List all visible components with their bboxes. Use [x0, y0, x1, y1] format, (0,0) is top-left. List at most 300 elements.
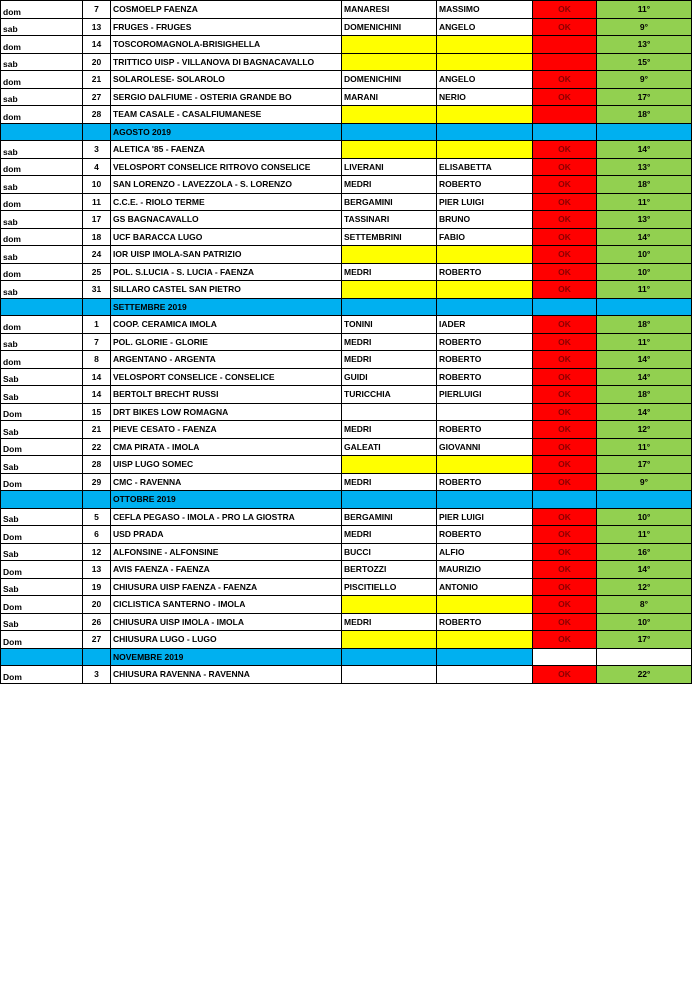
- day-cell: dom: [1, 351, 83, 369]
- event-name-cell: CHIUSURA RAVENNA - RAVENNA: [111, 666, 342, 684]
- date-cell: 7: [83, 333, 111, 351]
- date-cell: 24: [83, 246, 111, 264]
- firstname-cell: ROBERTO: [437, 351, 533, 369]
- event-name-cell: SAN LORENZO - LAVEZZOLA - S. LORENZO: [111, 176, 342, 194]
- temperature-cell: 14°: [597, 228, 692, 246]
- event-name-cell: ALFONSINE - ALFONSINE: [111, 543, 342, 561]
- firstname-cell: [437, 106, 533, 124]
- temperature-cell: 18°: [597, 176, 692, 194]
- event-name-cell: CMC - RAVENNA: [111, 473, 342, 491]
- month-blank-cell: [1, 648, 83, 666]
- temperature-cell: 13°: [597, 211, 692, 229]
- date-cell: 7: [83, 1, 111, 19]
- event-name-cell: COOP. CERAMICA IMOLA: [111, 316, 342, 334]
- month-blank-cell: [342, 491, 437, 509]
- surname-cell: BUCCI: [342, 543, 437, 561]
- date-cell: 17: [83, 211, 111, 229]
- status-cell: OK: [533, 438, 597, 456]
- firstname-cell: [437, 281, 533, 299]
- status-cell: OK: [533, 543, 597, 561]
- date-cell: 3: [83, 666, 111, 684]
- table-row: [1, 473, 692, 491]
- event-name-cell: POL. S.LUCIA - S. LUCIA - FAENZA: [111, 263, 342, 281]
- day-cell: Sab: [1, 456, 83, 474]
- firstname-cell: ROBERTO: [437, 368, 533, 386]
- surname-cell: MEDRI: [342, 176, 437, 194]
- status-cell: OK: [533, 368, 597, 386]
- month-blank-cell: [437, 298, 533, 316]
- surname-cell: MEDRI: [342, 333, 437, 351]
- surname-cell: MEDRI: [342, 421, 437, 439]
- event-name-cell: ARGENTANO - ARGENTA: [111, 351, 342, 369]
- firstname-cell: BRUNO: [437, 211, 533, 229]
- status-cell: OK: [533, 193, 597, 211]
- status-cell: OK: [533, 578, 597, 596]
- status-cell: OK: [533, 281, 597, 299]
- temperature-cell: 14°: [597, 351, 692, 369]
- status-cell: OK: [533, 666, 597, 684]
- status-cell: OK: [533, 508, 597, 526]
- temperature-cell: 10°: [597, 613, 692, 631]
- firstname-cell: ELISABETTA: [437, 158, 533, 176]
- firstname-cell: ANTONIO: [437, 578, 533, 596]
- day-cell: dom: [1, 106, 83, 124]
- month-blank-cell: [342, 123, 437, 141]
- day-cell: sab: [1, 333, 83, 351]
- surname-cell: [342, 456, 437, 474]
- firstname-cell: ROBERTO: [437, 526, 533, 544]
- temperature-cell: 17°: [597, 88, 692, 106]
- date-cell: 20: [83, 53, 111, 71]
- status-cell: OK: [533, 473, 597, 491]
- month-blank-cell: [83, 648, 111, 666]
- day-cell: Dom: [1, 473, 83, 491]
- month-name: SETTEMBRE 2019: [111, 298, 342, 316]
- temperature-cell: 18°: [597, 106, 692, 124]
- date-cell: 27: [83, 88, 111, 106]
- temperature-cell: 11°: [597, 333, 692, 351]
- firstname-cell: PIERLUIGI: [437, 386, 533, 404]
- day-cell: Sab: [1, 368, 83, 386]
- event-name-cell: UISP LUGO SOMEC: [111, 456, 342, 474]
- status-cell: OK: [533, 561, 597, 579]
- table-body: [1, 1, 692, 684]
- month-blank-cell: [437, 123, 533, 141]
- firstname-cell: [437, 666, 533, 684]
- date-cell: 13: [83, 18, 111, 36]
- surname-cell: DOMENICHINI: [342, 71, 437, 89]
- temperature-cell: 18°: [597, 386, 692, 404]
- surname-cell: [342, 631, 437, 649]
- firstname-cell: PIER LUIGI: [437, 508, 533, 526]
- temperature-cell: 14°: [597, 368, 692, 386]
- surname-cell: [342, 596, 437, 614]
- day-cell: Dom: [1, 666, 83, 684]
- day-cell: sab: [1, 211, 83, 229]
- day-cell: Dom: [1, 438, 83, 456]
- day-cell: Dom: [1, 631, 83, 649]
- date-cell: 5: [83, 508, 111, 526]
- day-cell: Dom: [1, 526, 83, 544]
- firstname-cell: ROBERTO: [437, 333, 533, 351]
- date-cell: 6: [83, 526, 111, 544]
- firstname-cell: [437, 596, 533, 614]
- status-cell: OK: [533, 526, 597, 544]
- event-name-cell: CMA PIRATA - IMOLA: [111, 438, 342, 456]
- surname-cell: LIVERANI: [342, 158, 437, 176]
- month-header-row: [1, 648, 692, 666]
- event-name-cell: CHIUSURA UISP IMOLA - IMOLA: [111, 613, 342, 631]
- table-row: [1, 351, 692, 369]
- status-cell: OK: [533, 176, 597, 194]
- date-cell: 14: [83, 36, 111, 54]
- month-header-row: [1, 123, 692, 141]
- firstname-cell: ANGELO: [437, 71, 533, 89]
- table-row: [1, 421, 692, 439]
- table-row: [1, 456, 692, 474]
- firstname-cell: FABIO: [437, 228, 533, 246]
- table-row: [1, 316, 692, 334]
- table-row: [1, 141, 692, 159]
- day-cell: dom: [1, 316, 83, 334]
- status-cell: OK: [533, 158, 597, 176]
- table-row: [1, 578, 692, 596]
- event-name-cell: IOR UISP IMOLA-SAN PATRIZIO: [111, 246, 342, 264]
- event-name-cell: CICLISTICA SANTERNO - IMOLA: [111, 596, 342, 614]
- date-cell: 28: [83, 456, 111, 474]
- date-cell: 29: [83, 473, 111, 491]
- date-cell: 14: [83, 386, 111, 404]
- surname-cell: [342, 106, 437, 124]
- status-cell: OK: [533, 228, 597, 246]
- month-blank-cell: [342, 298, 437, 316]
- event-name-cell: TEAM CASALE - CASALFIUMANESE: [111, 106, 342, 124]
- event-name-cell: POL. GLORIE - GLORIE: [111, 333, 342, 351]
- temperature-cell: 11°: [597, 438, 692, 456]
- event-name-cell: SOLAROLESE- SOLAROLO: [111, 71, 342, 89]
- surname-cell: MEDRI: [342, 526, 437, 544]
- table-row: [1, 281, 692, 299]
- table-row: [1, 88, 692, 106]
- day-cell: dom: [1, 71, 83, 89]
- table-row: [1, 1, 692, 19]
- date-cell: 1: [83, 316, 111, 334]
- surname-cell: [342, 36, 437, 54]
- month-blank-cell: [597, 123, 692, 141]
- month-blank-cell: [83, 491, 111, 509]
- temperature-cell: 10°: [597, 263, 692, 281]
- firstname-cell: PIER LUIGI: [437, 193, 533, 211]
- day-cell: dom: [1, 1, 83, 19]
- date-cell: 4: [83, 158, 111, 176]
- firstname-cell: MASSIMO: [437, 1, 533, 19]
- day-cell: dom: [1, 228, 83, 246]
- table-row: [1, 438, 692, 456]
- status-cell: OK: [533, 211, 597, 229]
- status-cell: [533, 53, 597, 71]
- date-cell: 10: [83, 176, 111, 194]
- table-row: [1, 543, 692, 561]
- surname-cell: [342, 281, 437, 299]
- date-cell: 13: [83, 561, 111, 579]
- table-row: [1, 71, 692, 89]
- table-row: [1, 526, 692, 544]
- table-row: [1, 246, 692, 264]
- temperature-cell: 15°: [597, 53, 692, 71]
- temperature-cell: 16°: [597, 543, 692, 561]
- status-cell: OK: [533, 1, 597, 19]
- firstname-cell: ROBERTO: [437, 263, 533, 281]
- month-blank-cell: [1, 491, 83, 509]
- table-row: [1, 263, 692, 281]
- firstname-cell: ANGELO: [437, 18, 533, 36]
- firstname-cell: MAURIZIO: [437, 561, 533, 579]
- event-name-cell: VELOSPORT CONSELICE RITROVO CONSELICE: [111, 158, 342, 176]
- date-cell: 20: [83, 596, 111, 614]
- day-cell: Sab: [1, 578, 83, 596]
- firstname-cell: ROBERTO: [437, 176, 533, 194]
- date-cell: 18: [83, 228, 111, 246]
- temperature-cell: 14°: [597, 403, 692, 421]
- temperature-cell: 12°: [597, 421, 692, 439]
- status-cell: OK: [533, 596, 597, 614]
- event-name-cell: PIEVE CESATO - FAENZA: [111, 421, 342, 439]
- date-cell: 21: [83, 421, 111, 439]
- temperature-cell: 11°: [597, 1, 692, 19]
- day-cell: dom: [1, 158, 83, 176]
- status-cell: OK: [533, 263, 597, 281]
- table-row: [1, 666, 692, 684]
- firstname-cell: ROBERTO: [437, 473, 533, 491]
- status-cell: OK: [533, 246, 597, 264]
- surname-cell: SETTEMBRINI: [342, 228, 437, 246]
- table-row: [1, 18, 692, 36]
- firstname-cell: [437, 456, 533, 474]
- day-cell: Sab: [1, 421, 83, 439]
- surname-cell: TURICCHIA: [342, 386, 437, 404]
- event-name-cell: DRT BIKES LOW ROMAGNA: [111, 403, 342, 421]
- status-cell: OK: [533, 386, 597, 404]
- status-cell: OK: [533, 141, 597, 159]
- day-cell: Dom: [1, 561, 83, 579]
- surname-cell: [342, 403, 437, 421]
- status-cell: OK: [533, 351, 597, 369]
- temperature-cell: 22°: [597, 666, 692, 684]
- firstname-cell: GIOVANNI: [437, 438, 533, 456]
- status-cell: [533, 36, 597, 54]
- day-cell: sab: [1, 53, 83, 71]
- table-row: [1, 613, 692, 631]
- table-row: [1, 53, 692, 71]
- month-name: NOVEMBRE 2019: [111, 648, 342, 666]
- month-name: OTTOBRE 2019: [111, 491, 342, 509]
- firstname-cell: [437, 631, 533, 649]
- table-row: [1, 631, 692, 649]
- surname-cell: GUIDI: [342, 368, 437, 386]
- month-blank-cell: [533, 298, 597, 316]
- surname-cell: MEDRI: [342, 263, 437, 281]
- month-blank-cell: [533, 123, 597, 141]
- table-row: [1, 176, 692, 194]
- status-cell: OK: [533, 456, 597, 474]
- event-name-cell: C.C.E. - RIOLO TERME: [111, 193, 342, 211]
- temperature-cell: 14°: [597, 561, 692, 579]
- event-name-cell: AVIS FAENZA - FAENZA: [111, 561, 342, 579]
- month-blank-cell: [437, 491, 533, 509]
- temperature-cell: 13°: [597, 158, 692, 176]
- firstname-cell: [437, 403, 533, 421]
- temperature-cell: 17°: [597, 631, 692, 649]
- event-name-cell: CHIUSURA LUGO - LUGO: [111, 631, 342, 649]
- surname-cell: MEDRI: [342, 613, 437, 631]
- month-name: AGOSTO 2019: [111, 123, 342, 141]
- surname-cell: GALEATI: [342, 438, 437, 456]
- table-row: [1, 106, 692, 124]
- month-blank-cell: [83, 298, 111, 316]
- month-header-row: [1, 298, 692, 316]
- temperature-cell: 18°: [597, 316, 692, 334]
- status-cell: [533, 106, 597, 124]
- temperature-cell: 9°: [597, 473, 692, 491]
- day-cell: Dom: [1, 403, 83, 421]
- surname-cell: [342, 53, 437, 71]
- firstname-cell: [437, 53, 533, 71]
- day-cell: Sab: [1, 508, 83, 526]
- surname-cell: [342, 246, 437, 264]
- day-cell: sab: [1, 18, 83, 36]
- month-blank-cell: [1, 123, 83, 141]
- temperature-cell: 17°: [597, 456, 692, 474]
- date-cell: 22: [83, 438, 111, 456]
- date-cell: 31: [83, 281, 111, 299]
- day-cell: dom: [1, 193, 83, 211]
- temperature-cell: 10°: [597, 246, 692, 264]
- firstname-cell: IADER: [437, 316, 533, 334]
- status-cell: OK: [533, 71, 597, 89]
- day-cell: Sab: [1, 613, 83, 631]
- date-cell: 28: [83, 106, 111, 124]
- status-cell: OK: [533, 613, 597, 631]
- firstname-cell: NERIO: [437, 88, 533, 106]
- firstname-cell: ALFIO: [437, 543, 533, 561]
- day-cell: dom: [1, 36, 83, 54]
- temperature-cell: 10°: [597, 508, 692, 526]
- table-row: [1, 561, 692, 579]
- surname-cell: DOMENICHINI: [342, 18, 437, 36]
- month-blank-cell: [1, 298, 83, 316]
- status-cell: OK: [533, 421, 597, 439]
- month-blank-cell: [533, 491, 597, 509]
- firstname-cell: [437, 141, 533, 159]
- event-name-cell: USD PRADA: [111, 526, 342, 544]
- temperature-cell: 9°: [597, 18, 692, 36]
- table-row: [1, 211, 692, 229]
- month-blank-cell: [342, 648, 437, 666]
- temperature-cell: 8°: [597, 596, 692, 614]
- status-cell: OK: [533, 631, 597, 649]
- event-name-cell: SERGIO DALFIUME - OSTERIA GRANDE BO: [111, 88, 342, 106]
- table-row: [1, 158, 692, 176]
- date-cell: 3: [83, 141, 111, 159]
- day-cell: Dom: [1, 596, 83, 614]
- surname-cell: [342, 666, 437, 684]
- event-name-cell: SILLARO CASTEL SAN PIETRO: [111, 281, 342, 299]
- day-cell: sab: [1, 281, 83, 299]
- table-row: [1, 386, 692, 404]
- month-blank-cell: [597, 648, 692, 666]
- status-cell: OK: [533, 18, 597, 36]
- surname-cell: TASSINARI: [342, 211, 437, 229]
- event-name-cell: GS BAGNACAVALLO: [111, 211, 342, 229]
- firstname-cell: [437, 36, 533, 54]
- month-blank-cell: [437, 648, 533, 666]
- date-cell: 12: [83, 543, 111, 561]
- day-cell: sab: [1, 88, 83, 106]
- date-cell: 19: [83, 578, 111, 596]
- month-header-row: [1, 491, 692, 509]
- day-cell: sab: [1, 176, 83, 194]
- event-name-cell: BERTOLT BRECHT RUSSI: [111, 386, 342, 404]
- day-cell: dom: [1, 263, 83, 281]
- event-name-cell: ALETICA '85 - FAENZA: [111, 141, 342, 159]
- temperature-cell: 13°: [597, 36, 692, 54]
- surname-cell: BERTOZZI: [342, 561, 437, 579]
- table-row: [1, 228, 692, 246]
- status-cell: OK: [533, 88, 597, 106]
- date-cell: 27: [83, 631, 111, 649]
- date-cell: 8: [83, 351, 111, 369]
- table-row: [1, 333, 692, 351]
- date-cell: 25: [83, 263, 111, 281]
- surname-cell: MANARESI: [342, 1, 437, 19]
- surname-cell: MARANI: [342, 88, 437, 106]
- date-cell: 14: [83, 368, 111, 386]
- firstname-cell: ROBERTO: [437, 613, 533, 631]
- temperature-cell: 9°: [597, 71, 692, 89]
- event-name-cell: TRITTICO UISP - VILLANOVA DI BAGNACAVALLO: [111, 53, 342, 71]
- table-row: [1, 403, 692, 421]
- event-name-cell: VELOSPORT CONSELICE - CONSELICE: [111, 368, 342, 386]
- temperature-cell: 12°: [597, 578, 692, 596]
- date-cell: 11: [83, 193, 111, 211]
- event-name-cell: UCF BARACCA LUGO: [111, 228, 342, 246]
- status-cell: OK: [533, 316, 597, 334]
- firstname-cell: [437, 246, 533, 264]
- table-row: [1, 193, 692, 211]
- temperature-cell: 14°: [597, 141, 692, 159]
- surname-cell: BERGAMINI: [342, 508, 437, 526]
- month-blank-cell: [533, 648, 597, 666]
- day-cell: sab: [1, 246, 83, 264]
- event-name-cell: FRUGES - FRUGES: [111, 18, 342, 36]
- temperature-cell: 11°: [597, 193, 692, 211]
- day-cell: Sab: [1, 543, 83, 561]
- table-row: [1, 36, 692, 54]
- surname-cell: MEDRI: [342, 351, 437, 369]
- firstname-cell: ROBERTO: [437, 421, 533, 439]
- status-cell: OK: [533, 333, 597, 351]
- surname-cell: BERGAMINI: [342, 193, 437, 211]
- date-cell: 26: [83, 613, 111, 631]
- status-cell: OK: [533, 403, 597, 421]
- surname-cell: TONINI: [342, 316, 437, 334]
- event-name-cell: CEFLA PEGASO - IMOLA - PRO LA GIOSTRA: [111, 508, 342, 526]
- day-cell: Sab: [1, 386, 83, 404]
- temperature-cell: 11°: [597, 526, 692, 544]
- date-cell: 15: [83, 403, 111, 421]
- table-row: [1, 596, 692, 614]
- table-row: [1, 508, 692, 526]
